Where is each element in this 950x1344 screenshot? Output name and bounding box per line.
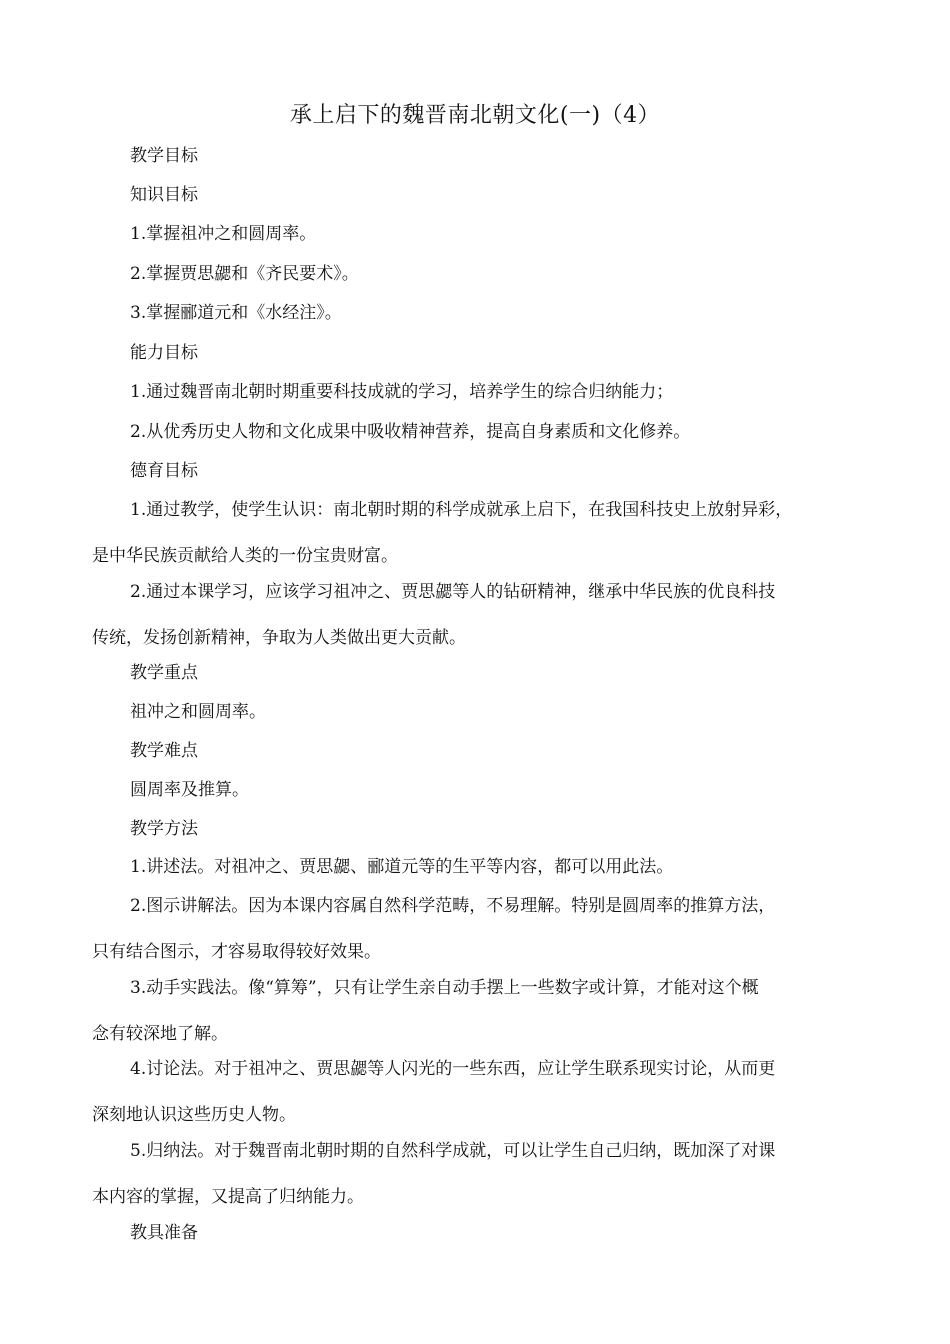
ability-item-1: 1.通过魏晋南北朝时期重要科技成就的学习，培养学生的综合归纳能力； [130,382,674,402]
knowledge-item-2: 2.掌握贾思勰和《齐民要术》。 [130,264,359,284]
heading-moral-objectives: 德育目标 [130,461,198,481]
method-item-5-line-1: 5.归纳法。对于魏晋南北朝时期的自然科学成就，可以让学生自己归纳，既加深了对课 [130,1141,776,1161]
heading-teaching-aids: 教具准备 [130,1223,198,1243]
ability-item-2: 2.从优秀历史人物和文化成果中吸收精神营养，提高自身素质和文化修养。 [130,422,691,442]
method-item-3-line-2: 念有较深地了解。 [92,1024,228,1044]
heading-teaching-methods: 教学方法 [130,819,198,839]
moral-item-1-line-1: 1.通过教学，使学生认识：南北朝时期的科学成就承上启下，在我国科技史上放射异彩， [130,500,793,520]
method-item-3-line-1: 3.动手实践法。像“算筹”，只有让学生亲自动手摆上一些数字或计算，才能对这个概 [130,978,759,998]
method-item-1: 1.讲述法。对祖冲之、贾思勰、郦道元等的生平等内容，都可以用此法。 [130,857,674,877]
knowledge-item-1: 1.掌握祖冲之和圆周率。 [130,224,317,244]
moral-item-1 [92,495,872,566]
moral-item-2 [92,577,872,648]
method-item-4-line-2: 深刻地认识这些历史人物。 [92,1105,296,1125]
knowledge-item-3: 3.掌握郦道元和《水经注》。 [130,303,342,323]
moral-item-1-line-2: 是中华民族贡献给人类的一份宝贵财富。 [92,546,398,566]
key-points-text: 祖冲之和圆周率。 [130,702,266,722]
method-item-2-line-2: 只有结合图示，才容易取得较好效果。 [92,942,381,962]
heading-knowledge-objectives: 知识目标 [130,185,198,205]
method-item-5-line-2: 本内容的掌握，又提高了归纳能力。 [92,1187,364,1207]
method-item-5 [92,1136,872,1207]
document-title: 承上启下的魏晋南北朝文化(一)（4） [289,103,661,128]
moral-item-2-line-2: 传统，发扬创新精神，争取为人类做出更大贡献。 [92,628,466,648]
heading-key-points: 教学重点 [130,663,198,683]
method-item-2 [92,891,872,962]
heading-teaching-objectives: 教学目标 [130,146,198,166]
method-item-3 [92,973,872,1044]
heading-ability-objectives: 能力目标 [130,343,198,363]
difficult-points-text: 圆周率及推算。 [130,780,249,800]
moral-item-2-line-1: 2.通过本课学习，应该学习祖冲之、贾思勰等人的钻研精神，继承中华民族的优良科技 [130,582,776,602]
method-item-4-line-1: 4.讨论法。对于祖冲之、贾思勰等人闪光的一些东西，应让学生联系现实讨论，从而更 [130,1059,776,1079]
method-item-2-line-1: 2.图示讲解法。因为本课内容属自然科学范畴，不易理解。特别是圆周率的推算方法， [130,896,776,916]
heading-difficult-points: 教学难点 [130,741,198,761]
method-item-4 [92,1054,872,1125]
